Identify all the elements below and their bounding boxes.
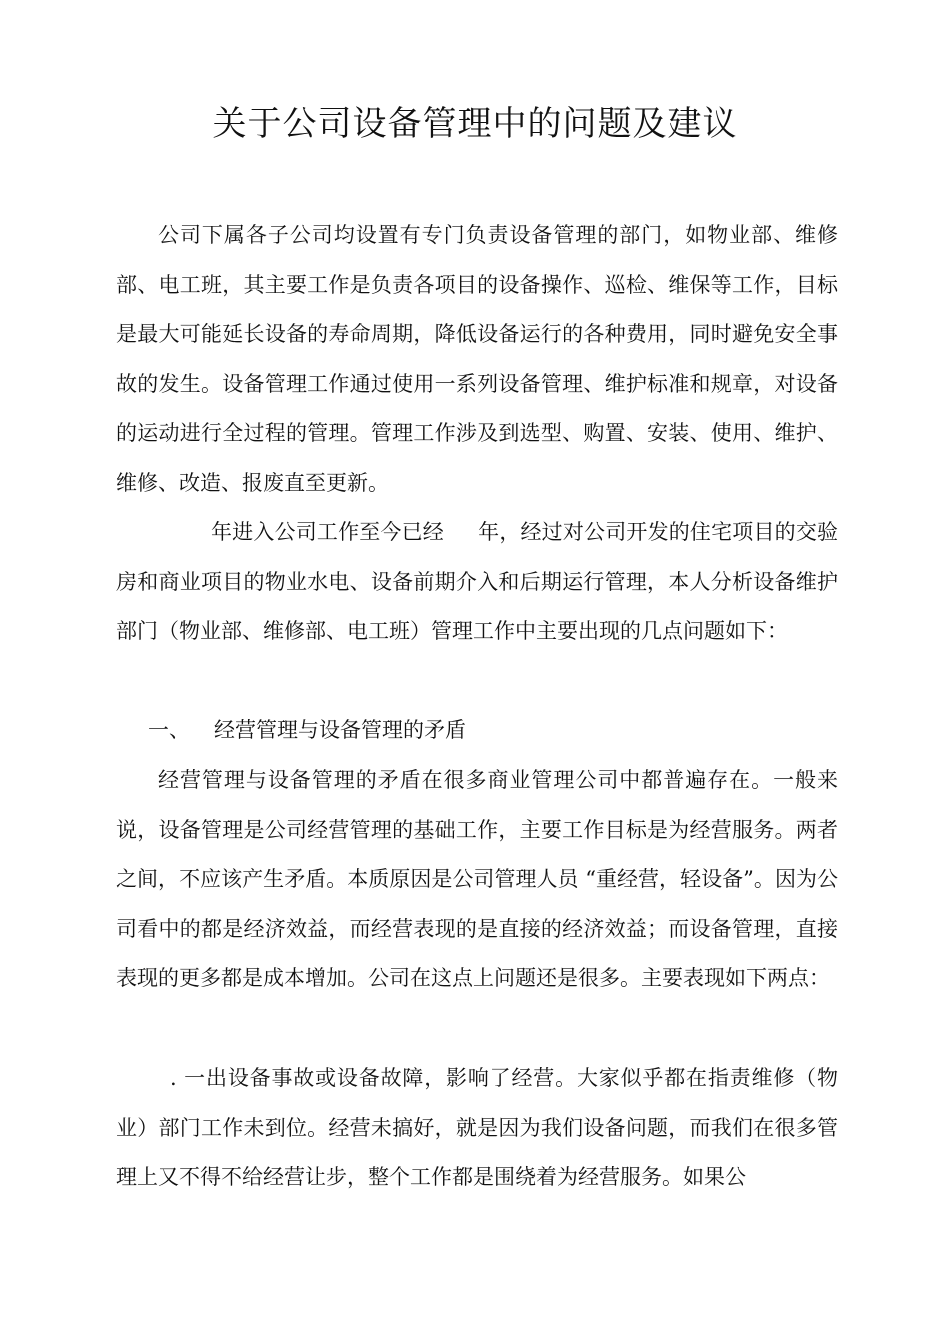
section-heading-text: 经营管理与设备管理的矛盾	[214, 718, 466, 742]
section-heading-1	[148, 706, 466, 756]
paragraph-background-part2: 年，经过对公司开发的住宅项目的交验房和商业项目的物业水电、设备前期介入和后期运行管理，本人分析设备维护部门（物业部、维修部、电工班）管理工作中主要出现的几点问题如下：	[116, 520, 839, 643]
paragraph-intro: 公司下属各子公司均设置有专门负责设备管理的部门，如物业部、维修部、电工班，其主要工作是负责各项目的设备操作、巡检、维保等工作，目标是最大可能延长设备的寿命周期，降低设备运行的各种费用，同时避免安全事故的发生。设备管理工作通过使用一系列设备管理、维护标准和规章，对设备的运动进行全过程的管理。管理工作涉及到选型、购置、安装、使用、维护、维修、改造、报废直至更新。	[116, 223, 838, 495]
paragraph-background	[116, 508, 838, 657]
paragraph-conflict: 经营管理与设备管理的矛盾在很多商业管理公司中都普遍存在。一般来说，设备管理是公司经营管理的基础工作，主要工作目标是为经营服务。两者之间，不应该产生矛盾。本质原因是公司管理人员 “重经营，轻设备”。因为公司看中的都是经济效益，而经营表现的是直接的经济效益；而设备管理，直接表现的更多都是成本增加。公司在这点上问题还是很多。主要表现如下两点：	[116, 768, 838, 990]
document-title: 关于公司设备管理中的问题及建议	[212, 104, 738, 144]
section-heading-number: 一、	[148, 718, 190, 742]
paragraph-background-part1: 年进入公司工作至今已经	[211, 520, 444, 544]
paragraph-point-1: . 一出设备事故或设备故障，影响了经营。大家似乎都在指责维修（物业）部门工作未到位。经营未搞好，就是因为我们设备问题，而我们在很多管理上又不得不给经营让步，整个工作都是围绕着为经营服务。如果公	[116, 1066, 838, 1189]
